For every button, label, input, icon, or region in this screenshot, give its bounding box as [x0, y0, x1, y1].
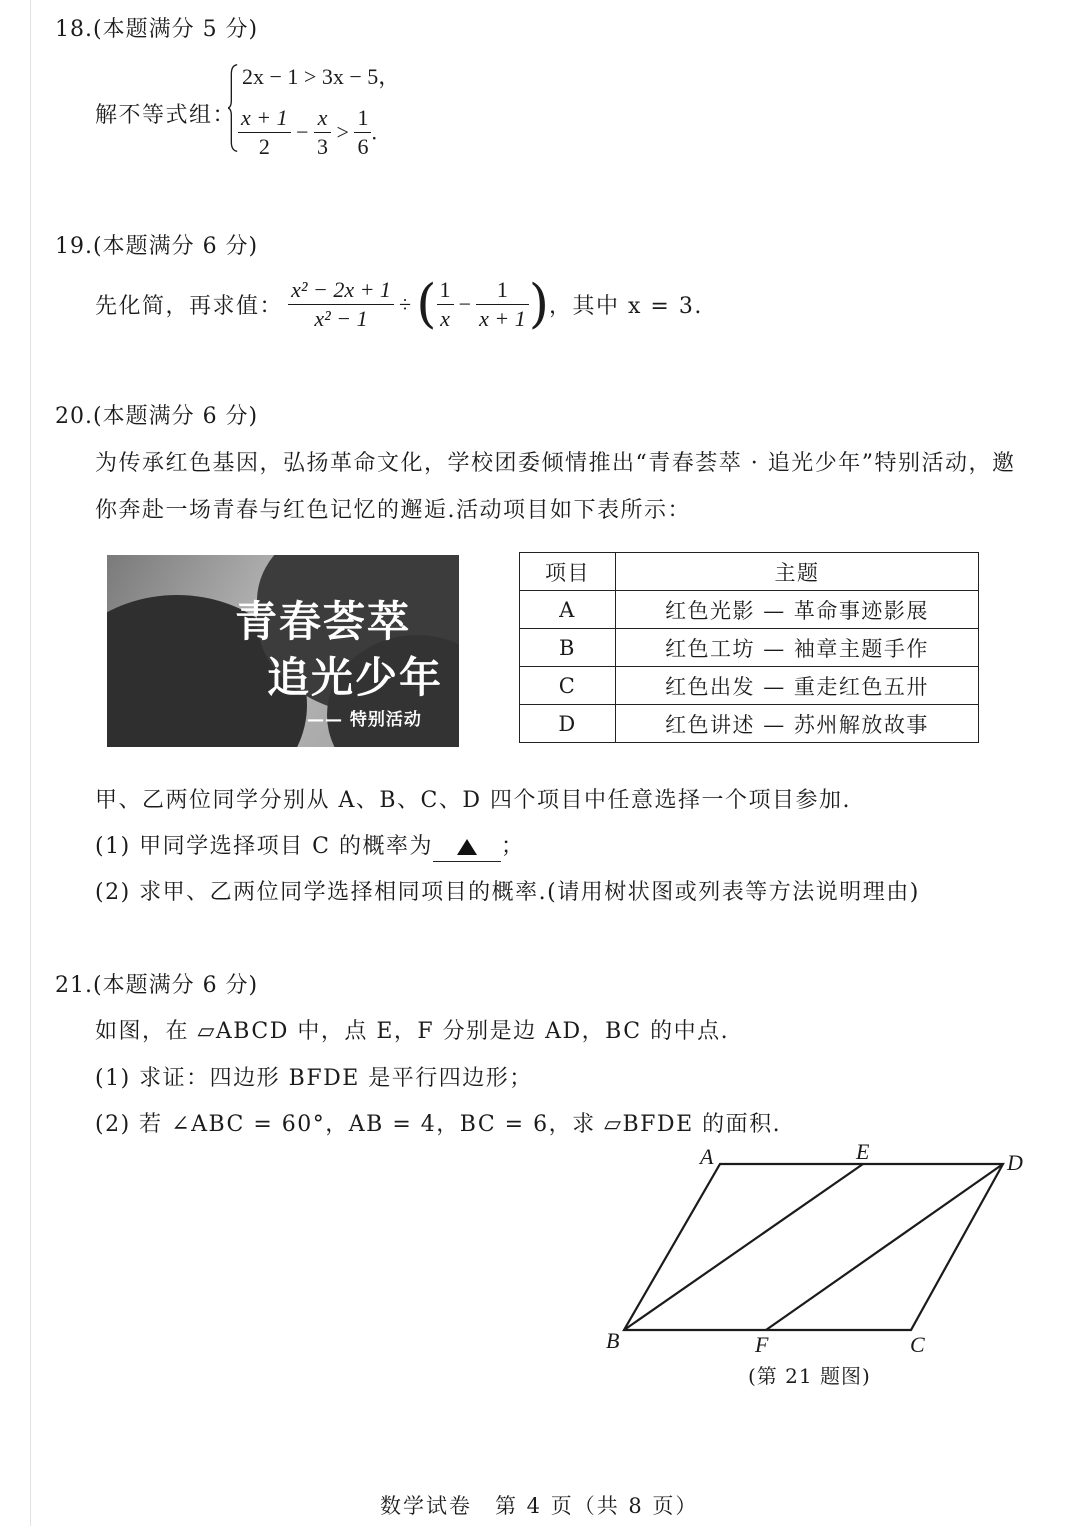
- q20-heading: 20.(本题满分 6 分): [55, 404, 259, 429]
- q19-g1-den: x: [440, 306, 450, 331]
- q21-subquestion-1: (1) 求证：四边形 BFDE 是平行四边形；: [95, 1066, 533, 1091]
- q20-paragraph-2: 你奔赴一场青春与红色记忆的邂逅.活动项目如下表所示：: [95, 498, 691, 523]
- figure-caption: (第 21 题图): [748, 1364, 871, 1388]
- banner-title-2: 追光少年: [267, 653, 444, 702]
- q21-heading: 21.(本题满分 6 分): [55, 973, 259, 998]
- q19-lead: 先化简，再求值：: [95, 294, 284, 319]
- table-cell: 红色出发 — 重走红色五卅: [616, 667, 979, 705]
- page-footer: 数学试卷 第 4 页（共 8 页）: [380, 1494, 699, 1518]
- q18-frac3-num: 1: [354, 104, 371, 133]
- table-cell: 红色工坊 — 袖章主题手作: [616, 629, 979, 667]
- label-B: B: [606, 1328, 620, 1353]
- q19-frac-num: x² − 2x + 1: [288, 276, 394, 305]
- table-cell: A: [520, 591, 616, 629]
- right-paren-icon: ): [528, 274, 550, 335]
- left-paren-icon: (: [416, 274, 437, 335]
- table-header: 项目: [520, 553, 616, 591]
- q18-end: .: [371, 119, 377, 145]
- q20-s1-text: (1) 甲同学选择项目 C 的概率为: [95, 834, 433, 859]
- table-header: 主题: [616, 553, 979, 591]
- q19-div: ÷: [399, 291, 412, 317]
- q18-frac3-den: 6: [357, 134, 369, 159]
- table-cell: C: [520, 667, 616, 705]
- q18-gt: >: [336, 119, 349, 145]
- label-A: A: [700, 1144, 714, 1169]
- q18-frac1-den: 2: [258, 134, 270, 159]
- q20-paragraph-3: 甲、乙两位同学分别从 A、B、C、D 四个项目中任意选择一个项目参加.: [95, 788, 852, 813]
- q20-paragraph-1: 为传承红色基因，弘扬革命文化，学校团委倾情推出“青春荟萃 · 追光少年”特别活动，邀: [95, 451, 1016, 476]
- table-cell: D: [520, 705, 616, 743]
- q18-frac2-den: 3: [317, 134, 329, 159]
- segment-BE: [624, 1164, 863, 1330]
- q18-inequality-1: 2x − 1 > 3x − 5，: [242, 64, 401, 89]
- banner-subtitle: —— 特别活动: [307, 710, 422, 730]
- q18-heading: 18.(本题满分 5 分): [55, 17, 259, 42]
- q19-frac-den: x² − 1: [314, 306, 368, 331]
- q20-subquestion-2: (2) 求甲、乙两位同学选择相同项目的概率.(请用树状图或列表等方法说明理由): [95, 880, 920, 905]
- q19-g2-den: x + 1: [479, 306, 526, 331]
- q19-heading: 19.(本题满分 6 分): [55, 234, 259, 259]
- banner-title-1: 青春荟萃: [235, 597, 412, 646]
- label-F: F: [755, 1332, 769, 1357]
- q20-s1-end: ；: [500, 834, 525, 859]
- table-cell: 红色讲述 — 苏州解放故事: [616, 705, 979, 743]
- q18-lead: 解不等式组：: [95, 103, 237, 128]
- q18-frac1-num: x + 1: [238, 104, 291, 133]
- q18-minus: −: [296, 119, 309, 145]
- q21-subquestion-2: (2) 若 ∠ABC = 60°，AB = 4，BC = 6，求 ▱BFDE 的面积.: [95, 1112, 782, 1137]
- segment-FD: [766, 1164, 1003, 1330]
- label-C: C: [910, 1332, 925, 1357]
- table-cell: 红色光影 — 革命事迹影展: [616, 591, 979, 629]
- q21-paragraph-1: 如图，在 ▱ABCD 中，点 E，F 分别是边 AD，BC 的中点.: [95, 1019, 730, 1044]
- label-D: D: [1007, 1150, 1023, 1175]
- table-cell: B: [520, 629, 616, 667]
- parallelogram-ABCD: [624, 1164, 1003, 1330]
- label-E: E: [856, 1139, 870, 1164]
- q18-frac2-num: x: [314, 104, 331, 133]
- q19-minus: −: [458, 291, 472, 317]
- q19-g2-num: 1: [476, 276, 529, 305]
- q19-tail: ，其中 x = 3.: [549, 294, 703, 319]
- q19-g1-num: 1: [437, 276, 454, 305]
